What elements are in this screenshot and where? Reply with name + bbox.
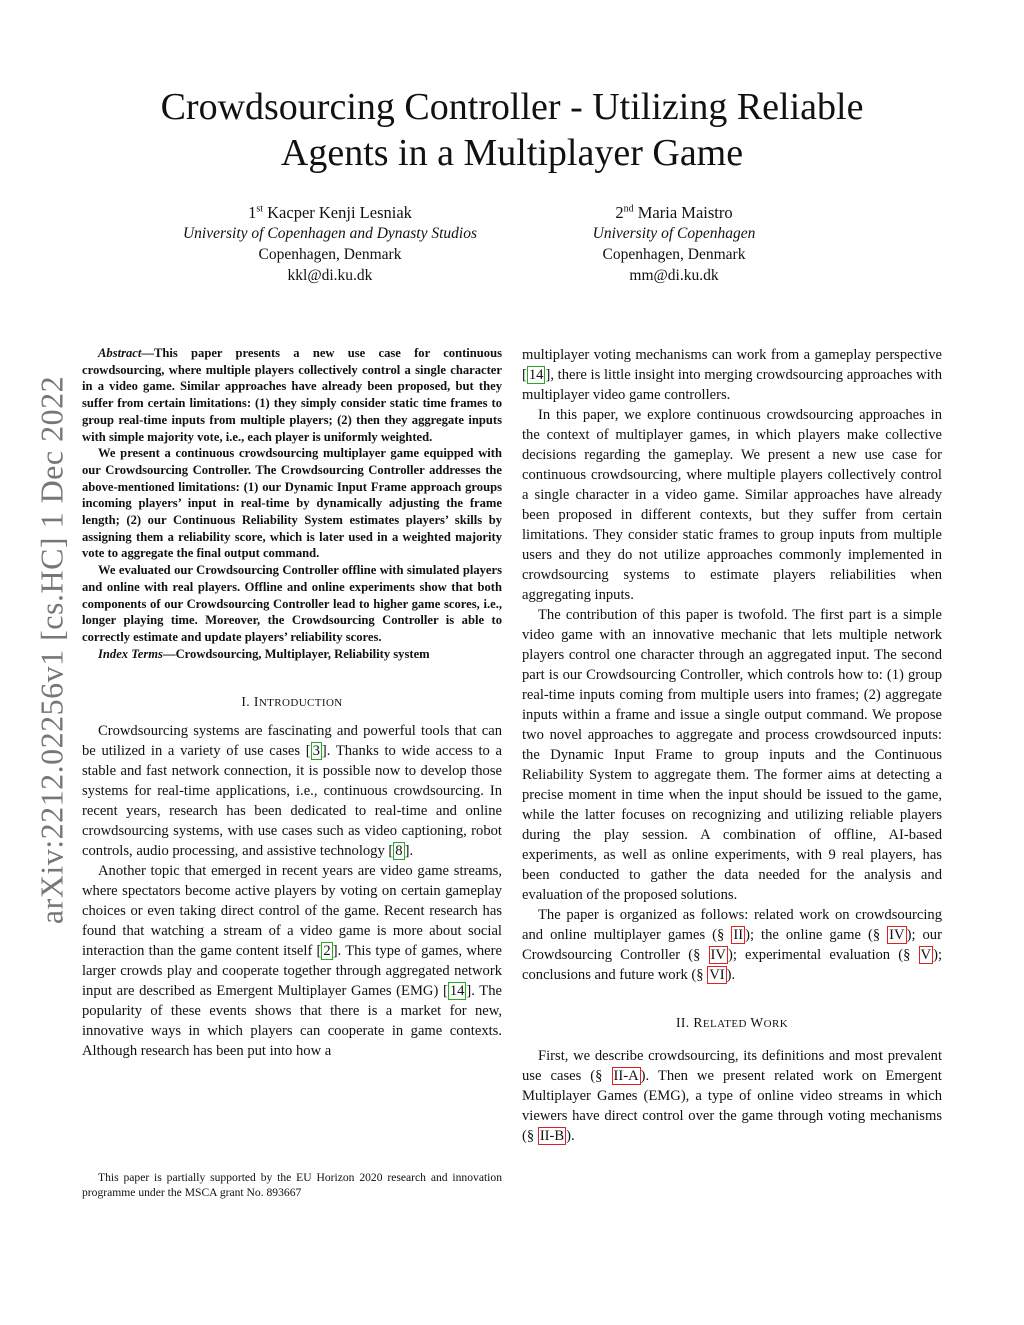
section-link-ii[interactable]: II — [733, 927, 744, 943]
section-2-initial-1: R — [693, 1015, 703, 1030]
intro-p2-text-a: Another topic that emerged in recent years are video game streams, where spectators become active players by voting on certain gameplay choices or even taking direct control of the game. Recent research has found that watching a stream of a video game is more about social interaction than the game content itself [ — [82, 863, 502, 960]
footnote-text: This paper is partially supported by the EU Horizon 2020 research and innovation programme under the MSCA grant No. 893667 — [82, 1171, 502, 1200]
author-2-name-line — [524, 202, 824, 223]
author-1-ordinal: 1 — [248, 203, 257, 222]
section-2-number: II. — [675, 1015, 690, 1030]
intro-p1-text-a: Crowdsourcing systems are fascinating and powerful tools that can be utilized in a variety of use cases [ — [82, 723, 502, 760]
author-2-ordinal: 2 — [615, 203, 624, 222]
author-2-name: Maria Maistro — [637, 203, 733, 222]
citation-link-2[interactable]: 2 — [323, 943, 331, 960]
left-column — [82, 345, 502, 1061]
index-terms — [82, 646, 502, 663]
intro-p6-text-f: ). — [726, 967, 736, 983]
abstract-label: Abstract — [98, 346, 142, 360]
intro-paragraph-6 — [522, 905, 942, 985]
intro-p6-text-b: ); the online game (§ — [745, 927, 888, 943]
abstract-paragraph-3: We evaluated our Crowdsourcing Controller offline with simulated players and online with real players. Offline and online experiments show that both components of our Crowdsourcing Controller lead to higher game scores, i.e., longer playing time. Moreover, the Crowdsourcing Controller is able to correctly estimate and update players’ reliability scores. — [82, 563, 502, 644]
section-link-v[interactable]: V — [920, 947, 932, 963]
intro-p2-text-b: ]. This type of games, where larger crowds play and cooperate together through aggregated network input are described as Emergent Multiplayer Games (EMG) [ — [82, 943, 502, 1000]
section-link-vi[interactable]: VI — [709, 967, 725, 983]
related-p1-text-c: ). — [566, 1128, 575, 1144]
intro-p6-text-c: ); our Crowdsourcing Controller (§ — [522, 927, 942, 963]
section-heading-related-work — [522, 1013, 942, 1034]
intro-p2-text-c: ]. The popularity of these events shows that there is a market for new, innovative ways in which players can cooperate in game contexts. Although research has been put into how a — [82, 983, 502, 1060]
section-link-ii-a[interactable]: II-A — [613, 1068, 639, 1084]
author-1-ordinal-suffix: st — [256, 203, 263, 215]
section-2-rest-2: ORK — [763, 1018, 789, 1030]
citation-link-14[interactable]: 14 — [449, 983, 465, 1000]
author-1-location: Copenhagen, Denmark — [258, 246, 402, 263]
author-2-affiliation: University of Copenhagen — [592, 225, 756, 242]
section-1-rest: NTRODUCTION — [258, 697, 343, 710]
intro-paragraph-3 — [522, 345, 942, 405]
right-column — [522, 345, 942, 1146]
author-2-location: Copenhagen, Denmark — [602, 246, 746, 263]
author-2-ordinal-suffix: nd — [623, 203, 634, 215]
citation-link-3[interactable]: 3 — [312, 743, 320, 760]
intro-p6-text-e: ); conclusions and future work (§ — [522, 947, 943, 983]
author-2-email: mm@di.ku.dk — [629, 267, 719, 284]
intro-p6-text-a: The paper is organized as follows: related work on crowdsourcing and online multiplayer games (§ — [522, 907, 942, 943]
arxiv-identifier: arXiv:2212.02256v1 [cs.HC] 1 Dec 2022 — [33, 375, 70, 925]
citation-link-8[interactable]: 8 — [395, 843, 403, 860]
abstract-paragraph-2: We present a continuous crowdsourcing multiplayer game equipped with our Crowdsourcing Controller. The Crowdsourcing Controller addresses the above-mentioned limitations: (1) our Dynamic Input Frame approach groups incoming players’ input in real-time by dynamically adjusting the frame length; (2) our Continuous Reliability System estimates players’ skills by assigning them a reliability score, which is later used in a weighted majority vote to aggregate the final output command. — [82, 446, 502, 561]
section-heading-introduction — [82, 692, 502, 713]
author-1-name-line — [150, 202, 510, 223]
author-1-affiliation: University of Copenhagen and Dynasty Studios — [182, 225, 478, 242]
section-1-number: I. — [241, 694, 251, 710]
intro-paragraph-4: In this paper, we explore continuous crowdsourcing approaches in the context of multiplayer games, in which players make collective decisions regarding the gameplay. We present a new use case for continuous crowdsourcing, where multiple players collectively control a single character in a video game. Similar approaches have already been proposed in different contexts, but they suffer from certain limitations. They consider static frames to group inputs from multiple users and they do not utilize approaches commonly implemented in crowdsourcing systems to estimate players reliabilities when aggregating inputs. — [522, 407, 942, 603]
section-link-ii-b[interactable]: II-B — [539, 1128, 565, 1144]
intro-p1-text-b: ]. Thanks to wide access to a stable and fast network connection, it is possible now to develop those systems for real-time applications, i.e., continuous crowdsourcing. In recent years, research has been dedicated to real-time and online crowdsourcing systems, with use cases such as video captioning, robot controls, audio processing, and assistive technology [ — [82, 743, 502, 860]
intro-p1-text-c: ]. — [404, 843, 414, 860]
title-line-1: Crowdsourcing Controller - Utilizing Reliable — [160, 86, 864, 128]
section-2-rest-1: ELATED — [702, 1018, 747, 1030]
author-block-2 — [524, 202, 824, 286]
intro-paragraph-1 — [82, 721, 502, 861]
citation-link-14-b[interactable]: 14 — [528, 367, 544, 383]
intro-p3-text-a: multiplayer voting mechanisms can work from a gameplay perspective [ — [522, 347, 942, 383]
section-link-iv-b[interactable]: IV — [710, 947, 726, 963]
abstract-text-1: —This paper presents a new use case for continuous crowdsourcing, where multiple players collectively control a single character in a video game. Similar approaches have already been proposed, but they suffer from certain limitations: (1) they simply consider static time frames to group real-time inputs from multiple players; (2) then they aggregate inputs with simple majority vote, i.e., each player is uniformly weighted. — [82, 346, 502, 444]
paper-title — [100, 84, 924, 176]
author-1-name: Kacper Kenji Lesniak — [267, 203, 412, 222]
abstract-paragraph-1 — [82, 345, 502, 445]
title-line-2: Agents in a Multiplayer Game — [280, 132, 744, 174]
intro-paragraph-2 — [82, 861, 502, 1061]
section-link-iv-a[interactable]: IV — [889, 927, 905, 943]
intro-p6-text-d: ); experimental evaluation (§ — [727, 947, 919, 963]
related-work-paragraph-1 — [522, 1046, 942, 1146]
index-terms-text: —Crowdsourcing, Multiplayer, Reliability system — [162, 646, 430, 661]
author-1-email: kkl@di.ku.dk — [287, 267, 373, 284]
related-p1-text-a: First, we describe crowdsourcing, its definitions and most prevalent use cases (§ — [522, 1048, 942, 1084]
index-terms-label: Index Terms — [98, 646, 163, 661]
intro-paragraph-5: The contribution of this paper is twofold. The first part is a simple video game with an innovative mechanic that lets multiple network players control one character through an aggregated input. The second part is our Crowdsourcing Controller, which controls how to: (1) group real-time inputs coming from multiple users into frames; (2) aggregate inputs within a frame and issue a single output command. We propose two novel approaches to aggregate and process crowdsourced inputs: the Dynamic Input Frame to group inputs and the Continuous Reliability System to aggregate them. The former aims at detecting a precise moment in time when the input should be issued to the game, while the latter focuses on recognizing and utilizing reliable players during the play session. A combination of offline, AI-based experiments, as well as online experiments, with 9 real players, has been conducted to gather the data needed for the analysis and evaluation of the proposed solutions. — [522, 607, 942, 903]
intro-p3-text-b: ], there is little insight into merging crowdsourcing approaches with multiplayer video game controllers. — [522, 367, 942, 403]
footnote — [82, 1170, 502, 1200]
author-block-1 — [150, 202, 510, 286]
section-1-initial: I — [253, 694, 259, 710]
section-2-initial-2: W — [750, 1015, 764, 1030]
abstract — [82, 345, 502, 662]
related-p1-text-b: ). Then we present related work on Emergent Multiplayer Games (EMG), a type of online video streams in which viewers have direct control over the game through voting mechanisms (§ — [522, 1068, 942, 1144]
